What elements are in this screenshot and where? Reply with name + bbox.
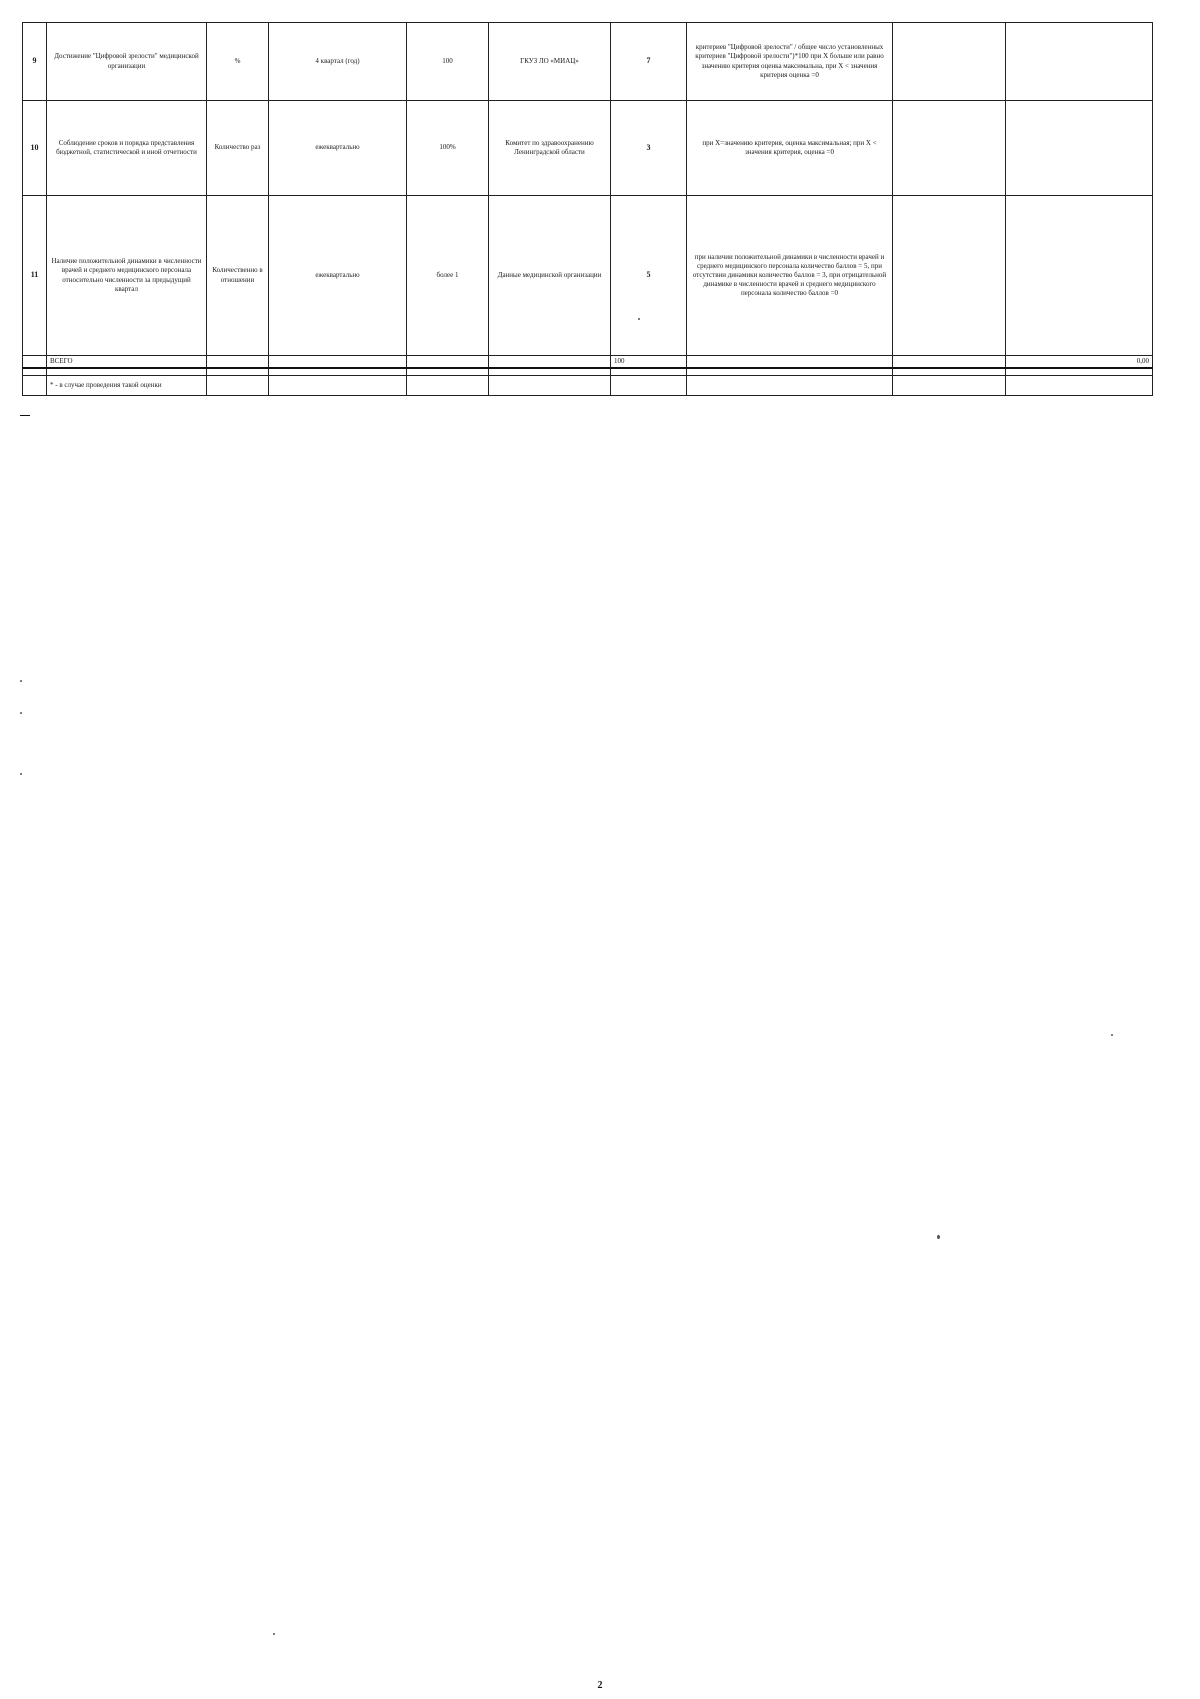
unit-cell: Количественно в отношении [207,196,269,356]
empty-cell [489,368,611,375]
source-cell: Комитет по здравоохранению Ленинградской области [489,101,611,196]
period-cell: 4 квартал (год) [269,23,407,101]
empty-cell [269,356,407,369]
empty-cell [23,375,47,395]
empty-cell [407,375,489,395]
empty-cell [207,375,269,395]
scan-speck [20,680,22,682]
empty-cell [893,196,1006,356]
footnote-text: * - в случае проведения такой оценки [47,375,207,395]
target-cell: 100% [407,101,489,196]
empty-cell [611,375,687,395]
empty-cell [1006,101,1153,196]
scan-speck [20,712,22,714]
scan-speck [937,1235,940,1239]
method-cell: при наличии положительной динамики в численности врачей и среднего медицинского персонала количество баллов = 5, при отсутствии динамики количество баллов = 3, при отрицательной динамике в численности врачей и среднего медицинского персонала количество баллов =0 [687,196,893,356]
empty-cell [1006,23,1153,101]
row-number: 10 [23,101,47,196]
total-score: 100 [611,356,687,369]
target-cell: более 1 [407,196,489,356]
criterion-name: Соблюдение сроков и порядка представления бюджетной, статистической и иной отчетности [47,101,207,196]
footnote-row [23,375,1153,395]
source-cell: Данные медицинской организации [489,196,611,356]
empty-cell [407,368,489,375]
empty-cell [1006,375,1153,395]
table-row [23,196,1153,356]
method-cell: при Х=значению критерия, оценка максимальная; при Х < значения критерия, оценка =0 [687,101,893,196]
score-cell: 7 [611,23,687,101]
criteria-table [22,22,1153,396]
score-cell: 3 [611,101,687,196]
empty-cell [47,368,207,375]
source-cell: ГКУЗ ЛО «МИАЦ» [489,23,611,101]
table-row [23,368,1153,375]
empty-cell [407,356,489,369]
empty-cell [893,375,1006,395]
page-number: 2 [597,1680,603,1691]
total-row [23,356,1153,369]
target-cell: 100 [407,23,489,101]
criterion-name: Достижение "Цифровой зрелости" медицинской организации [47,23,207,101]
empty-cell [489,356,611,369]
empty-cell [23,356,47,369]
empty-cell [687,368,893,375]
unit-cell: % [207,23,269,101]
scan-speck [638,318,640,320]
unit-cell: Количество раз [207,101,269,196]
empty-cell [207,356,269,369]
empty-cell [893,356,1006,369]
criterion-name: Наличие положительной динамики в численности врачей и среднего медицинского персонала относительно численности за предыдущий квартал [47,196,207,356]
row-number: 9 [23,23,47,101]
period-cell: ежеквартально [269,101,407,196]
empty-cell [611,368,687,375]
empty-cell [207,368,269,375]
empty-cell [687,375,893,395]
row-number: 11 [23,196,47,356]
table-row [23,101,1153,196]
period-cell: ежеквартально [269,196,407,356]
total-value: 0,00 [1006,356,1153,369]
scan-speck [1111,1034,1113,1036]
empty-cell [489,375,611,395]
empty-cell [269,368,407,375]
scan-speck [273,1633,275,1635]
empty-cell [687,356,893,369]
table-row [23,23,1153,101]
score-cell: 5 [611,196,687,356]
empty-cell [269,375,407,395]
empty-cell [23,368,47,375]
empty-cell [893,23,1006,101]
scan-line [20,415,30,416]
method-cell: критериев "Цифровой зрелости" / общее число установленных критериев "Цифровой зрелости")*100 при Х больше или равно значению критерия оценка максимальна, при Х < значения критерия оценка =0 [687,23,893,101]
empty-cell [1006,196,1153,356]
scan-speck [20,773,22,775]
empty-cell [893,368,1006,375]
empty-cell [1006,368,1153,375]
empty-cell [893,101,1006,196]
total-label: ВСЕГО [47,356,207,369]
